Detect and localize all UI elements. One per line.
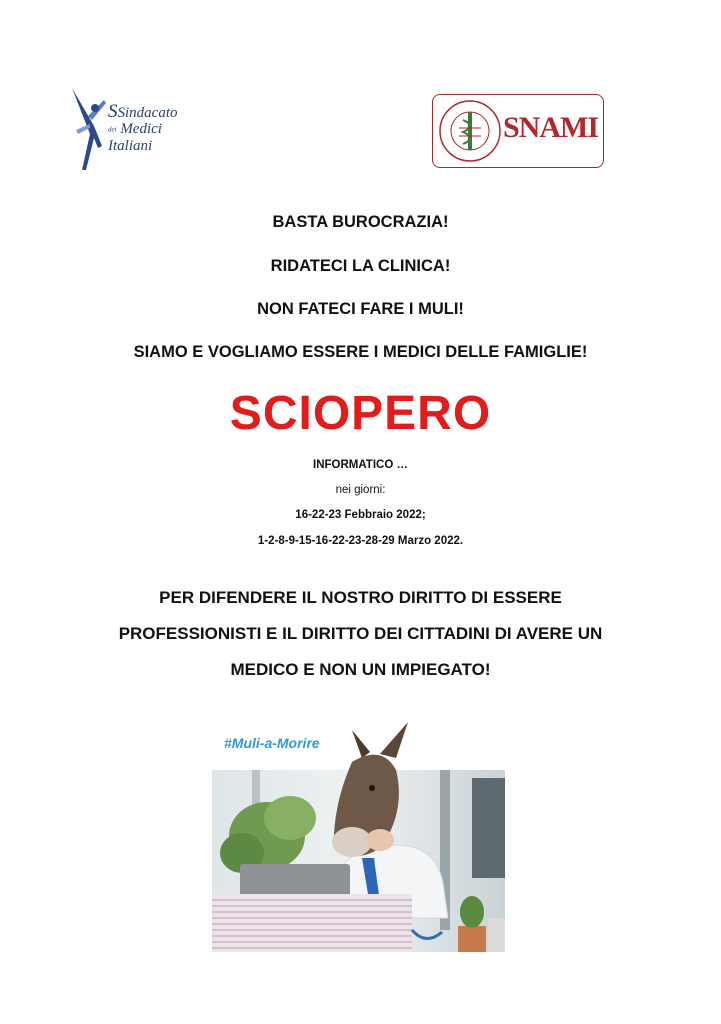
smi-line2-small: dei: [108, 125, 117, 134]
closing-line-2: PROFESSIONISTI E IL DIRITTO DEI CITTADINI DI AVERE UN: [118, 624, 603, 643]
smi-line2: Medici: [120, 121, 162, 137]
headline-4: SIAMO E VOGLIAMO ESSERE I MEDICI DELLE FAMIGLIE!: [133, 343, 588, 361]
smi-logo: SSindacato dei Medici Italiani: [68, 86, 198, 172]
snami-seal-icon: [437, 98, 503, 164]
strike-title: SCIOPERO: [229, 387, 492, 440]
donkey-doctor-illustration: [212, 718, 505, 952]
donkey-doctor-photo: [212, 718, 505, 952]
snami-logo: [432, 94, 604, 168]
closing-line-3: MEDICO E NON UN IMPIEGATO!: [230, 660, 491, 679]
snami-wordmark: SNAMI: [503, 111, 599, 144]
headline-1: BASTA BUROCRAZIA!: [272, 213, 449, 231]
dates-march: 1-2-8-9-15-16-22-23-28-29 Marzo 2022.: [257, 535, 464, 547]
dates-february: 16-22-23 Febbraio 2022;: [295, 509, 426, 521]
headline-2: RIDATECI LA CLINICA!: [270, 257, 451, 275]
hashtag-label: #Muli-a-Morire: [224, 735, 320, 751]
headline-3: NON FATECI FARE I MULI!: [257, 300, 464, 318]
closing-statement: [0, 580, 721, 688]
closing-line-1: PER DIFENDERE IL NOSTRO DIRITTO DI ESSERE: [159, 588, 562, 607]
smi-line3: Italiani: [108, 137, 153, 154]
strike-type: INFORMATICO …: [313, 459, 408, 471]
smi-line1: Sindacato: [117, 105, 178, 121]
dates-intro: nei giorni:: [335, 484, 386, 496]
smi-figure-icon: [68, 86, 108, 172]
